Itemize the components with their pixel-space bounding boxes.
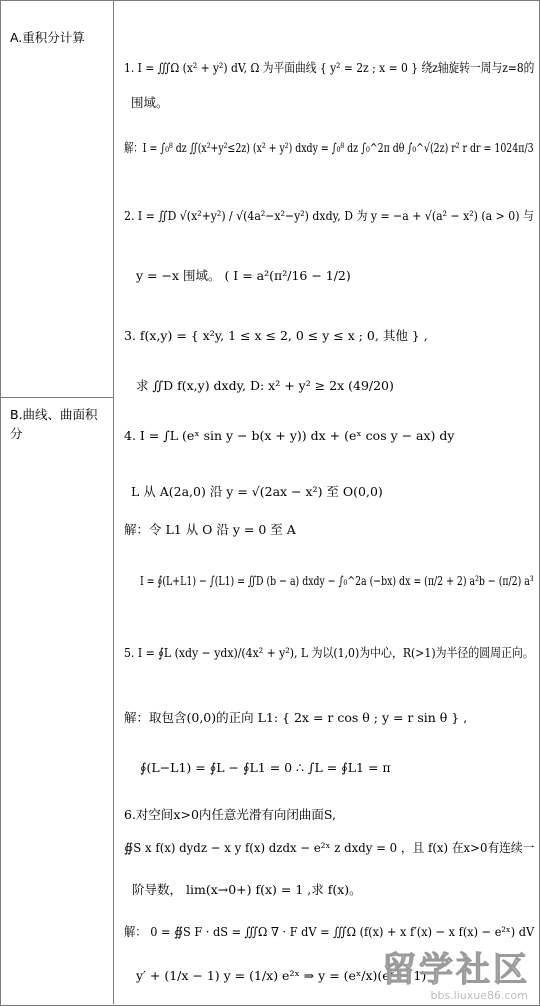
problem-4-line-1: 4. I = ∫L (eˣ sin y − b(x + y)) dx + (eˣ cos y − ax) dy [124,428,455,443]
problem-6-line-1: 6.对空间x>0内任意光滑有向闭曲面S, [124,807,336,822]
problem-4-line-2: L 从 A(2a,0) 沿 y = √(2ax − x²) 至 O(0,0) [131,484,383,499]
problem-6-line-3: 阶导数， lim(x→0+) f(x) = 1 ,求 f(x)。 [132,882,362,897]
section-heading-b: B.曲线、曲面积分 [10,407,98,441]
problem-3-line-1: 3. f(x,y) = { x²y, 1 ≤ x ≤ 2, 0 ≤ y ≤ x ; 0, 其他 } , [124,328,428,343]
watermark-url: bbs.liuxue86.com [430,989,528,1002]
problem-3-line-2: 求 ∬D f(x,y) dxdy, D: x² + y² ≥ 2x (49/20) [136,378,394,393]
section-heading-a: A.重积分计算 [10,30,85,45]
problem-2-line-2: y = −x 围域。 ( I = a²(π²/16 − 1/2) [136,268,351,283]
problem-6-line-2: ∯S x f(x) dydz − x y f(x) dzdx − e²ˣ z dxdy = 0 ，且 f(x) 在x>0有连续一 [124,840,535,855]
problem-6-solution-1: 解： 0 = ∯S F · dS = ∭Ω ∇ · F dV = ∭Ω (f(x) + x f′(x) − x f(x) − e²ˣ) dV [124,924,535,939]
problem-1-line-2: 围域。 [131,95,169,110]
problem-5-solution-2: ∮(L−L1) = ∮L − ∮L1 = 0 ∴ ∫L = ∮L1 = π [140,760,391,775]
problem-4-solution-2: I = ∮(L+L1) − ∫(L1) = ∬D (b − a) dxdy − ∫₀^2a (−bx) dx = (π/2 + 2) a²b − (π/2) a³ [140,573,534,588]
problem-6-solution-2: y′ + (1/x − 1) y = (1/x) e²ˣ ⇒ y = (eˣ/x)(eˣ − 1) [136,968,427,983]
problem-1-line-1: 1. I = ∭Ω (x² + y²) dV, Ω 为平面曲线 { y² = 2z ; x = 0 } 绕z轴旋转一周与z=8的 [124,60,535,75]
problem-1-solution: 解：I = ∫₀⁸ dz ∬(x²+y²≤2z) (x² + y²) dxdy = ∫₀⁸ dz ∫₀^2π dθ ∫₀^√(2z) r² r dr = 1024π/3 [124,140,534,155]
column-divider [113,0,114,1004]
problem-5-line-1: 5. I = ∮L (xdy − ydx)/(4x² + y²), L 为以(1,0)为中心，R(>1)为半径的圆周正向。 [124,645,534,660]
problem-4-solution-1: 解：令 L1 从 O 沿 y = 0 至 A [124,522,296,537]
problem-5-solution-1: 解：取包含(0,0)的正向 L1: { 2x = r cos θ ; y = r sin θ } , [124,710,468,725]
row-divider [0,397,113,398]
problem-2-line-1: 2. I = ∬D √(x²+y²) / √(4a²−x²−y²) dxdy, D 为 y = −a + √(a² − x²) (a > 0) 与 [124,208,534,223]
watermark-logo-text: 留学社区 [382,950,530,990]
watermark [364,942,534,1002]
